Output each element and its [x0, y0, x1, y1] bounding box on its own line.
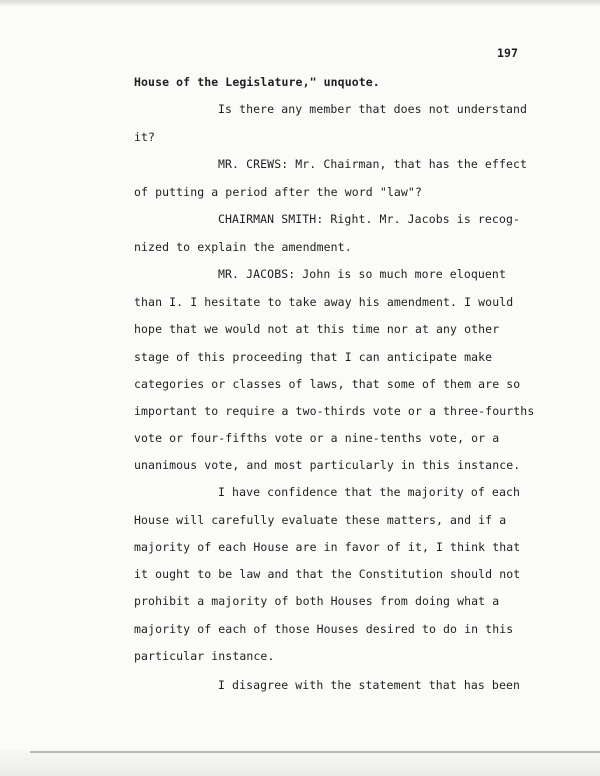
transcript-line: I have confidence that the majority of each: [218, 485, 521, 499]
transcript-line: vote or four-fifths vote or a nine-tenths vote, or a: [134, 431, 500, 445]
transcript-line: it ought to be law and that the Constitution should not: [134, 567, 521, 581]
page-top-edge: [0, 0, 600, 7]
transcript-line: hope that we would not at this time nor at any other: [134, 322, 500, 336]
transcript-line: particular instance.: [134, 649, 275, 663]
transcript-line: than I. I hesitate to take away his amendment. I would: [134, 295, 514, 309]
transcript-line: categories or classes of laws, that some of them are so: [134, 377, 521, 391]
transcript-line: prohibit a majority of both Houses from doing what a: [134, 594, 500, 608]
transcript-line: important to require a two-thirds vote or a three-fourths: [134, 404, 535, 418]
transcript-line: stage of this proceeding that I can anticipate make: [134, 350, 493, 364]
transcript-line: unanimous vote, and most particularly in this instance.: [134, 458, 521, 472]
page-bottom-rule: [30, 751, 600, 753]
transcript-line: MR. CREWS: Mr. Chairman, that has the effect: [218, 157, 528, 171]
transcript-line: CHAIRMAN SMITH: Right. Mr. Jacobs is recog-: [218, 212, 521, 226]
transcript-line: I disagree with the statement that has been: [218, 678, 521, 692]
transcript-line: House of the Legislature," unquote.: [134, 75, 380, 89]
transcript-line: majority of each House are in favor of it, I think that: [134, 540, 521, 554]
transcript-line: Is there any member that does not understand: [218, 102, 528, 116]
transcript-line: MR. JACOBS: John is so much more eloquent: [218, 267, 506, 281]
transcript-line: majority of each of those Houses desired to do in this: [134, 622, 514, 636]
transcript-line: nized to explain the amendment.: [134, 240, 352, 254]
transcript-line: House will carefully evaluate these matters, and if a: [134, 513, 507, 527]
page-number: 197: [497, 46, 519, 60]
page-bottom-edge: [0, 750, 600, 776]
transcript-line: it?: [134, 130, 156, 144]
transcript-line: of putting a period after the word "law"?: [134, 185, 422, 199]
